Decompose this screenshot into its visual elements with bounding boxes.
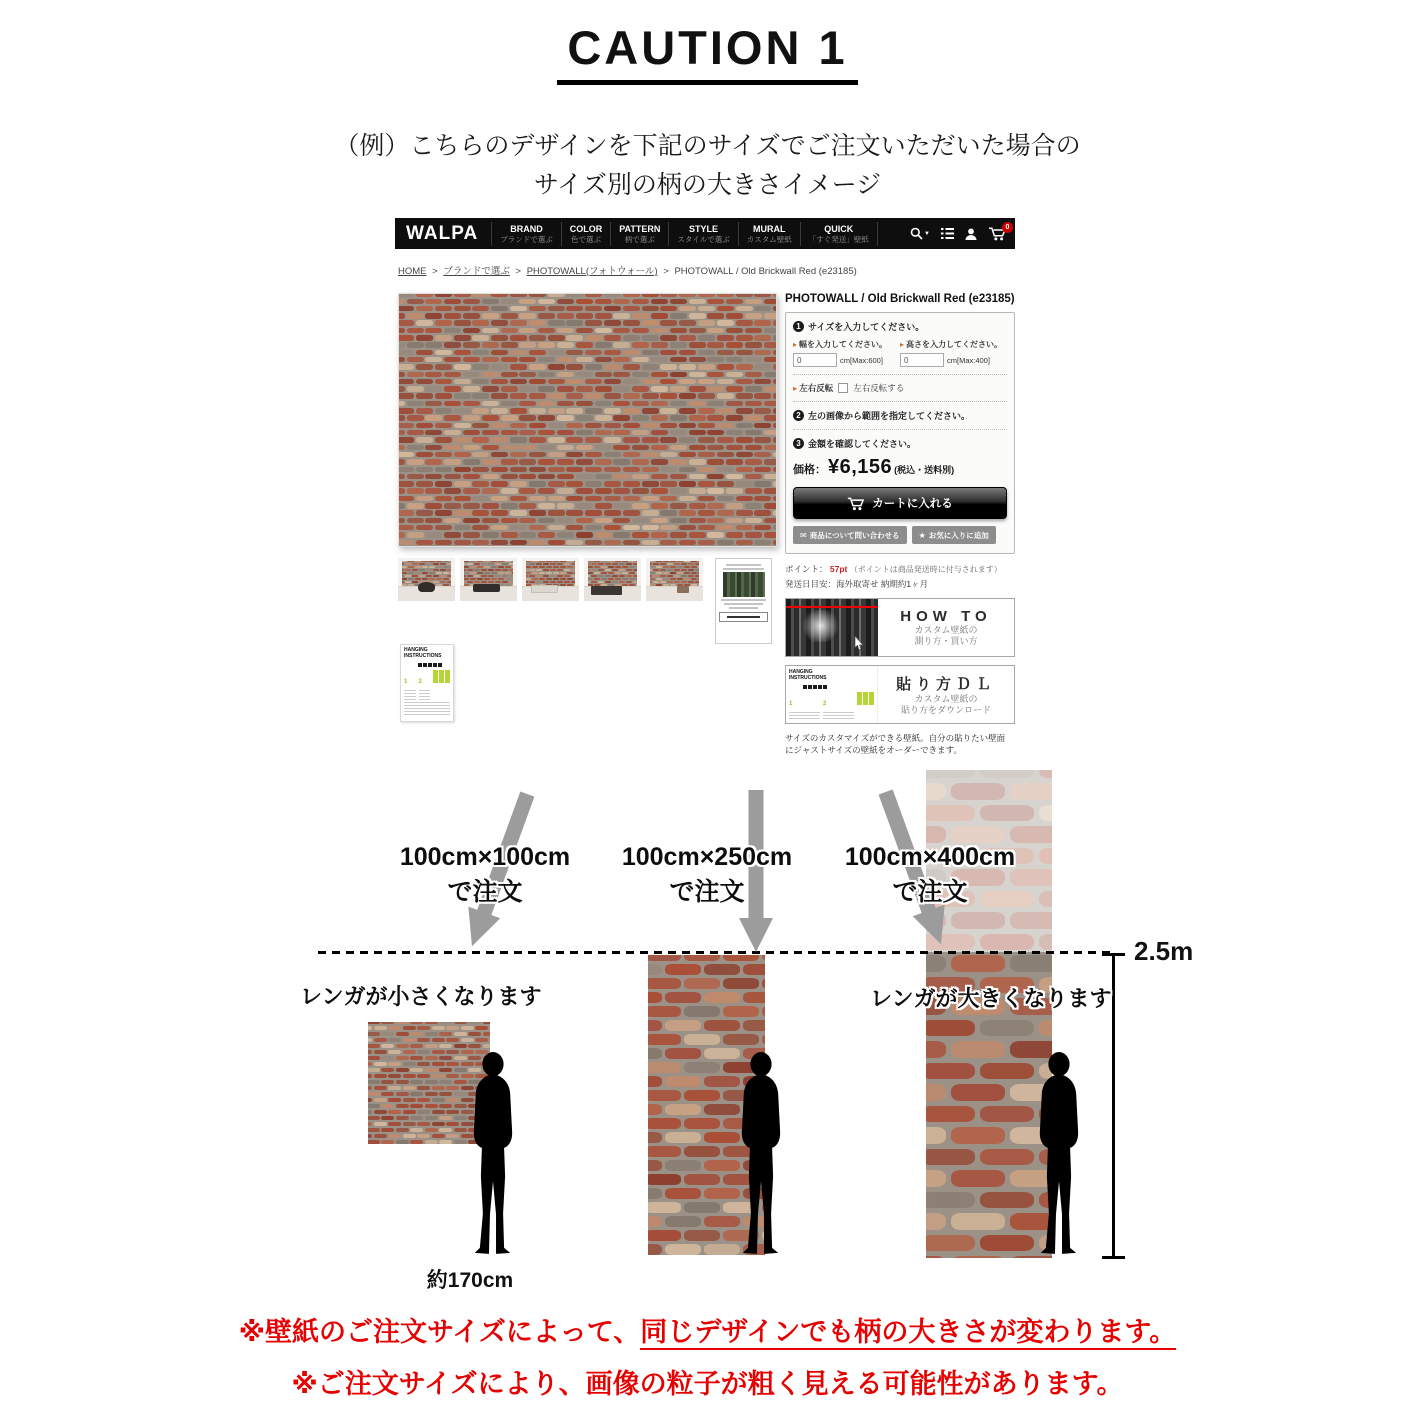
step2: 2 左の画像から範囲を指定してください。 [793, 409, 1007, 422]
price-label: 価格： [793, 464, 826, 476]
step1-number: 1 [793, 321, 804, 332]
walpa-site-screenshot [395, 218, 1015, 764]
shipping-line: 発送日目安：海外取寄せ 納期約1ヶ月 [785, 579, 929, 589]
width-unit: cm[Max:600] [840, 355, 883, 365]
nav-pattern[interactable]: PATTERN 柄で選ぶ [610, 222, 668, 246]
hanging-instructions-thumbnail[interactable]: HANGING INSTRUCTIONS 1 2 [400, 644, 454, 722]
person-height-label: 約170cm [426, 1269, 514, 1292]
favorite-button[interactable]: ★ お気に入りに追加 [912, 526, 996, 544]
info-card-thumbnail[interactable] [715, 558, 772, 644]
room-thumbnail[interactable] [522, 558, 579, 601]
nav-style[interactable]: STYLE スタイルで選ぶ [668, 222, 737, 246]
price-row [793, 456, 1007, 479]
product-panel [785, 293, 1015, 756]
product-main-image[interactable] [398, 293, 777, 547]
breadcrumb-brand[interactable]: ブランドで選ぶ [443, 266, 510, 277]
divider [793, 429, 1007, 430]
ceiling-dashed-line [318, 951, 1110, 954]
breadcrumb: HOME > ブランドで選ぶ > PHOTOWALL(フォトウォール) > PHOTOWALL / Old Brickwall Red (e23185) [398, 266, 857, 277]
room-thumbnail[interactable] [460, 558, 517, 601]
secondary-buttons [793, 526, 1007, 544]
warning-line2: ※ご注文サイズにより、画像の粒子が粗く見える可能性があります。 [291, 1369, 1124, 1399]
search-icon[interactable] [910, 227, 930, 240]
person-silhouette [727, 1050, 797, 1262]
room-thumbnail[interactable] [398, 558, 455, 601]
flip-checkbox-label: 左右反転する [853, 383, 905, 393]
person-silhouette [459, 1050, 529, 1262]
step2-number: 2 [793, 410, 804, 421]
price-note: (税込・送料別) [894, 465, 955, 475]
height-label: ▸ 高さを入力してください。 [900, 339, 1007, 350]
walpa-logo[interactable]: WALPA [406, 222, 479, 244]
step3-number: 3 [793, 438, 804, 449]
width-label: ▸ 幅を入力してください。 [793, 339, 900, 350]
person-silhouette [1025, 1050, 1095, 1262]
warning-line1: ※壁紙のご注文サイズによって、同じデザインでも柄の大きさが変わります。 [0, 1310, 1415, 1349]
mail-icon: ✉ [800, 530, 807, 540]
room-thumbnail[interactable] [646, 558, 703, 601]
page-subtitle [0, 127, 1415, 205]
howto-banner[interactable]: HOW TO カスタム壁紙の 測り方・買い方 [785, 598, 1015, 657]
nav-quick[interactable]: QUICK 「すぐ発送」壁紙 [800, 222, 878, 246]
price-value: ¥6,156 [828, 456, 893, 478]
height-measure-line [1112, 953, 1115, 1259]
room-thumbnail[interactable] [584, 558, 641, 601]
size-inputs [793, 339, 1007, 367]
step1: 1 サイズを入力してください。 [793, 320, 1007, 333]
main-nav [491, 218, 878, 249]
subtitle-line2: サイズ別の柄の大きさイメージ [533, 171, 882, 199]
inquiry-button[interactable]: ✉ 商品について問い合わせる [793, 526, 907, 544]
red-line [786, 606, 878, 608]
order-size-label-250: 100cm×250cm で注文 [621, 843, 793, 906]
measure-bottom-cap [1102, 1256, 1125, 1259]
nav-color[interactable]: COLOR 色で選ぶ [561, 222, 611, 246]
points-line: ポイント： 57pt （ポイントは商品発送時に付与されます） [785, 564, 1002, 574]
green-grid [857, 692, 874, 705]
bricks-smaller-note: レンガが小さくなります [300, 984, 542, 1009]
search-caret-icon: ▼ [924, 230, 930, 237]
order-form [785, 312, 1015, 554]
cart-icon[interactable] [988, 224, 1010, 241]
wall-height-label: 2.5m [1134, 936, 1194, 966]
nav-mural[interactable]: MURAL カスタム壁紙 [738, 222, 800, 246]
cart-count-badge: 0 [1002, 222, 1013, 233]
flip-checkbox[interactable] [838, 383, 848, 393]
breadcrumb-home[interactable]: HOME [398, 266, 427, 277]
step3: 3 金額を確認してください。 [793, 437, 1007, 450]
list-icon[interactable] [941, 228, 954, 239]
width-input[interactable] [793, 353, 837, 367]
furniture [591, 586, 622, 595]
order-size-label-400: 100cm×400cm で注文 [844, 843, 1016, 906]
divider [793, 374, 1007, 375]
height-unit: cm[Max:400] [947, 355, 990, 365]
cursor-icon [854, 636, 864, 650]
furniture [531, 585, 558, 593]
furniture [677, 586, 689, 593]
account-icon[interactable] [965, 228, 977, 240]
hanging-dl-banner[interactable]: HANGING INSTRUCTIONS 1 2 貼り方ＤＬ カスタム壁紙の 貼り方をダウンロード [785, 665, 1015, 724]
flip-label: ▸ 左右反転 [793, 382, 833, 394]
site-header [395, 218, 1015, 249]
order-size-label-100: 100cm×100cm で注文 [399, 843, 571, 906]
breadcrumb-photowall[interactable]: PHOTOWALL(フォトウォール) [526, 266, 658, 277]
howto-title: HOW TO [900, 607, 992, 625]
flip-row [793, 382, 1007, 394]
warning-underlined: 同じデザインでも柄の大きさが変わります。 [640, 1317, 1176, 1350]
points-value: 57pt [829, 564, 848, 574]
breadcrumb-current: PHOTOWALL / Old Brickwall Red (e23185) [674, 266, 857, 277]
product-description: サイズのカスタマイズができる壁紙。自分の貼りたい壁面にジャストサイズの壁紙をオーダーできます。 [785, 733, 1006, 755]
howto-banner-image [786, 599, 878, 656]
add-to-cart-button[interactable]: カートに入れる [793, 487, 1007, 519]
green-grid [433, 670, 450, 683]
star-icon: ★ [918, 530, 926, 540]
cart-button-icon [847, 496, 864, 511]
page-title: CAUTION 1 [0, 20, 1415, 85]
dl-title: 貼り方ＤＬ [895, 675, 996, 693]
header-icons [910, 226, 1015, 241]
thumb-button [719, 612, 768, 622]
furniture [473, 584, 500, 592]
divider [793, 401, 1007, 402]
bricks-larger-note: レンガが大きくなります [870, 986, 1112, 1011]
furniture [418, 582, 435, 592]
thumbnail-row [398, 558, 703, 601]
height-input[interactable] [900, 353, 944, 367]
nav-brand[interactable]: BRAND ブランドで選ぶ [491, 222, 561, 246]
subtitle-line1: （例）こちらのデザインを下記のサイズでご注文いただいた場合の [334, 132, 1081, 160]
hanging-doc-thumb: HANGING INSTRUCTIONS 1 2 [786, 666, 878, 723]
forest-thumb [723, 572, 765, 597]
product-title: PHOTOWALL / Old Brickwall Red (e23185) [785, 293, 1015, 305]
